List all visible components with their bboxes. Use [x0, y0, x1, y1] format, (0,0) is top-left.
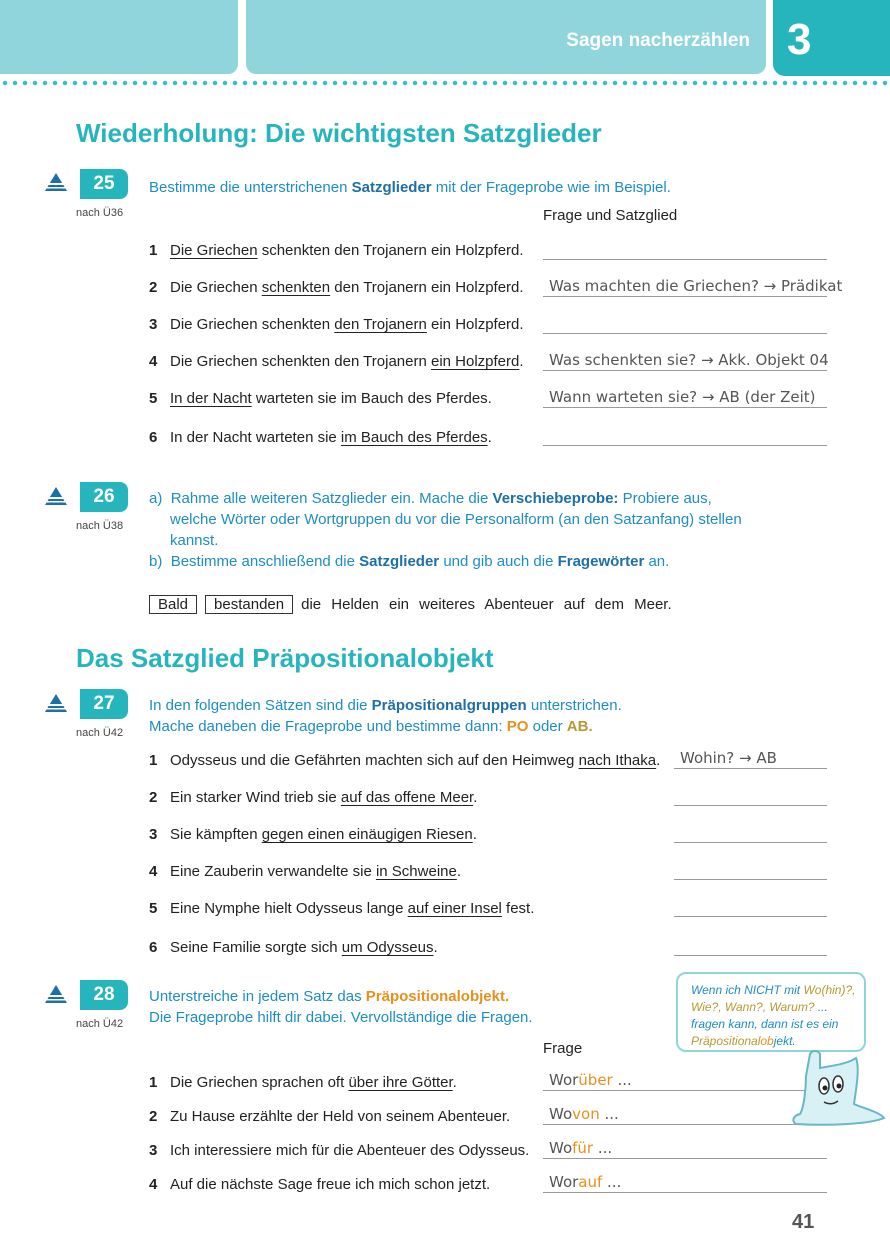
item-number: 6 [149, 429, 158, 446]
sentence-row [149, 900, 534, 917]
answer-line[interactable] [543, 314, 827, 334]
answer-line[interactable] [674, 936, 827, 956]
exercise-number: 28 [80, 980, 128, 1010]
answer-highlight: für [572, 1139, 594, 1157]
sentence-row [149, 1108, 510, 1125]
sentence-text: Eine Nymphe hielt Odysseus lange [170, 900, 408, 917]
item-number: 5 [149, 900, 158, 917]
underlined-phrase: um Odysseus [341, 939, 434, 956]
sentence-row [149, 939, 438, 956]
answer-text: ... [602, 1173, 622, 1191]
answer-line[interactable] [674, 823, 827, 843]
answer-highlight: von [572, 1105, 600, 1123]
sentence-row [149, 826, 477, 843]
answer-text: ... [599, 1105, 619, 1123]
page-number: 41 [792, 1211, 815, 1233]
answer-text: Wo [549, 1105, 573, 1123]
sentence-text: . [452, 1074, 457, 1091]
sentence-text: warteten sie im Bauch des Pferdes. [251, 390, 492, 407]
answer-line[interactable] [674, 897, 827, 917]
sentence-text: Die Griechen [170, 279, 262, 296]
sentence-framed: Bald bestanden die Helden ein weiteres Abenteuer auf dem Meer. [149, 595, 672, 614]
difficulty-triangle-icon [44, 172, 68, 192]
exercise-reference: nach Ü42 [76, 727, 124, 739]
exercise-instruction: In den folgenden Sätzen sind die Präpositionalgruppen unterstrichen. Mache daneben die Frageprobe und bestimme dann: PO oder AB. [149, 697, 622, 735]
dotted-divider [0, 79, 890, 87]
exercise-instruction: a) Rahme alle weiteren Satzglieder ein. Mache die Verschiebeprobe: Probiere aus, welche Wörter oder Wortgruppen du vor die Personalform (an den Satzanfang) stellen kannst. b) Bestimme anschließend die Satzglieder und gib auch die Fragewörter an. [149, 490, 742, 570]
exercise-instruction: Bestimme die unterstrichenen Satzglieder mit der Frageprobe wie im Beispiel. [149, 179, 671, 196]
item-number: 4 [149, 1176, 158, 1193]
answer-line[interactable] [674, 786, 827, 806]
sentence-text: Ich interessiere mich für die Abenteuer des Odysseus. [170, 1142, 530, 1159]
sentence-row [149, 429, 492, 446]
answer-text: ... [612, 1071, 632, 1089]
underlined-phrase: gegen einen einäugigen Riesen [261, 826, 473, 843]
underlined-phrase: den Trojanern [334, 316, 427, 333]
framed-word: Bald [149, 595, 197, 614]
exercise-reference: nach Ü36 [76, 207, 124, 219]
sentence-text: Odysseus und die Gefährten machten sich auf den Heimweg [170, 752, 579, 769]
answer-highlight: auf [578, 1173, 603, 1191]
answer-line[interactable]: Wann warteten sie? → AB (der Zeit) [543, 388, 827, 408]
sentence-text: Sie kämpften [170, 826, 262, 843]
sentence-text: . [433, 939, 438, 956]
sentence-row [149, 390, 492, 407]
sentence-row [149, 316, 524, 333]
item-number: 3 [149, 316, 158, 333]
sentence-text: . [656, 752, 661, 769]
answer-line[interactable]: Was schenkten sie? → Akk. Objekt 04 [543, 351, 827, 371]
sentence-row [149, 242, 524, 259]
sentence-text: . [456, 863, 462, 880]
underlined-phrase: ein Holzpferd [430, 353, 520, 370]
answer-line[interactable] [674, 860, 827, 880]
sentence-row [149, 752, 660, 769]
sentence-text: Die Griechen schenkten den Trojanern [170, 353, 431, 370]
underlined-phrase: im Bauch des Pferdes [340, 429, 488, 446]
sentence-text: Die Griechen schenkten [170, 316, 335, 333]
exercise-instruction: Unterstreiche in jedem Satz das Präpositionalobjekt. Die Frageprobe hilft dir dabei. Vervollständige die Fragen. [149, 988, 533, 1026]
sentence-text: . [473, 789, 478, 806]
answer-text: ... [593, 1139, 613, 1157]
underlined-phrase: In der Nacht [170, 390, 252, 407]
item-number: 2 [149, 1108, 158, 1125]
sentence-text: . [519, 353, 524, 370]
item-number: 2 [149, 789, 158, 806]
answer-line[interactable] [543, 1105, 827, 1125]
sentence-text: fest. [501, 900, 535, 917]
header-tab-middle [246, 0, 766, 74]
difficulty-triangle-icon [44, 693, 68, 713]
sentence-row [149, 863, 461, 880]
answer-text: Wor [549, 1071, 579, 1089]
column-header: Frage [543, 1040, 583, 1057]
sentence-row [149, 789, 477, 806]
exercise-number: 27 [80, 689, 128, 719]
answer-line[interactable] [543, 1139, 827, 1159]
chapter-title: Sagen nacherzählen [566, 30, 750, 51]
sentence-row [149, 1142, 529, 1159]
underlined-phrase: schenkten [261, 279, 331, 296]
chapter-number: 3 [773, 0, 890, 76]
item-number: 5 [149, 390, 158, 407]
framed-word: bestanden [205, 595, 293, 614]
sentence-text: ein Holzpferd. [426, 316, 524, 333]
item-number: 3 [149, 1142, 158, 1159]
sentence-text: Ein starker Wind trieb sie [170, 789, 341, 806]
mascot-illustration [790, 1048, 888, 1130]
sentence-row [149, 1074, 457, 1091]
underlined-phrase: in Schweine [375, 863, 457, 880]
answer-line[interactable]: Wohin? → AB [674, 749, 827, 769]
sentence-row [149, 1176, 490, 1193]
section-title-praepositionalobjekt: Das Satzglied Präpositionalobjekt [76, 643, 494, 673]
item-number: 4 [149, 353, 158, 370]
underlined-phrase: über ihre Götter [348, 1074, 453, 1091]
answer-line[interactable] [543, 1173, 827, 1193]
sentence-row [149, 353, 524, 370]
section-title-satzglieder: Wiederholung: Die wichtigsten Satzglieder [76, 118, 602, 148]
sentence-text: In der Nacht warteten sie [170, 429, 341, 446]
item-number: 1 [149, 1074, 158, 1091]
answer-line[interactable] [543, 426, 827, 446]
underlined-phrase: auf einer Insel [407, 900, 502, 917]
underlined-phrase: auf das offene Meer [340, 789, 474, 806]
answer-text: Wor [549, 1173, 579, 1191]
answer-highlight: über [578, 1071, 613, 1089]
exercise-number: 25 [80, 169, 128, 199]
sentence-text: Eine Zauberin verwandelte sie [170, 863, 376, 880]
sentence-text: schenkten den Trojanern ein Holzpferd. [257, 242, 524, 259]
answer-line[interactable] [543, 1071, 827, 1091]
sentence-text: den Trojanern ein Holzpferd. [330, 279, 524, 296]
sentence-row [149, 279, 524, 296]
underlined-phrase: nach Ithaka [578, 752, 657, 769]
item-number: 2 [149, 279, 158, 296]
item-number: 1 [149, 752, 158, 769]
item-number: 3 [149, 826, 158, 843]
difficulty-triangle-icon [44, 486, 68, 506]
difficulty-triangle-icon [44, 984, 68, 1004]
sentence-text: Auf die nächste Sage freue ich mich schon jetzt. [170, 1176, 491, 1193]
header-tab-left [0, 0, 238, 74]
tip-speech-bubble: Wenn ich NICHT mit Wo(hin)?, Wie?, Wann?, Warum? ... fragen kann, dann ist es ein Präpositionalobjekt. [676, 972, 866, 1052]
item-number: 4 [149, 863, 158, 880]
sentence-text: Zu Hause erzählte der Held von seinem Abenteuer. [170, 1108, 511, 1125]
exercise-reference: nach Ü42 [76, 1018, 124, 1030]
sentence-text: Seine Familie sorgte sich [170, 939, 342, 956]
answer-line[interactable] [543, 240, 827, 260]
underlined-phrase: Die Griechen [170, 242, 258, 259]
sentence-text: Die Griechen sprachen oft [170, 1074, 349, 1091]
sentence-text: . [487, 429, 492, 446]
exercise-reference: nach Ü38 [76, 520, 124, 532]
answer-line[interactable]: Was machten die Griechen? → Prädikat [543, 277, 827, 297]
item-number: 6 [149, 939, 158, 956]
sentence-text: . [472, 826, 477, 843]
answer-text: Wo [549, 1139, 573, 1157]
exercise-number: 26 [80, 482, 128, 512]
column-header: Frage und Satzglied [543, 207, 678, 224]
item-number: 1 [149, 242, 158, 259]
